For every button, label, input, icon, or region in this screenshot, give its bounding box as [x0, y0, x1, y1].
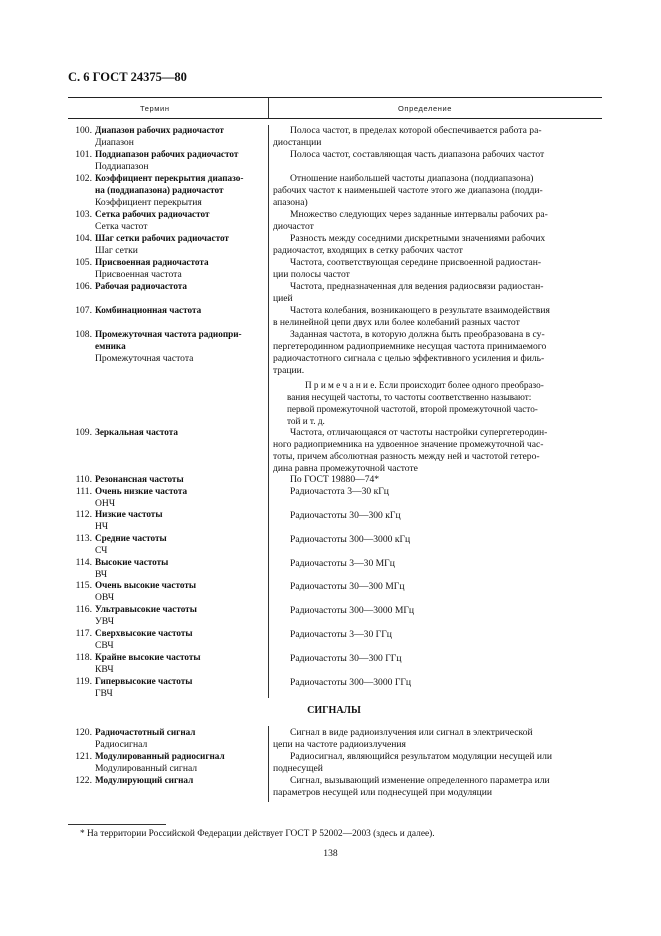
column-header-term: Термин — [140, 104, 170, 113]
note-text: Если происходит более одного преобразо- — [376, 380, 544, 390]
term-short: ГВЧ — [95, 688, 113, 699]
term-title: Гипервысокие частоты — [95, 676, 193, 686]
term-title: Очень высокие частоты — [95, 580, 197, 590]
definition-line: Радиочастоты 300—3000 кГц — [290, 534, 411, 545]
term-title: Шаг сетки рабочих радиочастот — [95, 233, 229, 243]
term-number: 114. — [75, 557, 92, 568]
term-title: Сверхвысокие частоты — [95, 628, 193, 638]
table-top-rule — [68, 97, 602, 98]
note-line — [305, 380, 544, 392]
note-line: вания несущей частоты, то частоты соответственно называют: — [287, 392, 532, 402]
page-number: 138 — [323, 848, 338, 859]
term-number: 121. — [75, 751, 92, 762]
definition-line: трации. — [273, 365, 305, 376]
term-short: Коэффициент перекрытия — [95, 197, 202, 208]
column-header-definition: Определение — [398, 104, 453, 113]
section-heading: СИГНАЛЫ — [307, 705, 361, 716]
definition-line: Радиочастоты 300—3000 МГц — [290, 605, 415, 616]
definition-line: ции полосы частот — [273, 269, 350, 280]
term-title: Очень низкие частота — [95, 486, 188, 496]
footnote: * На территории Российской Федерации действует ГОСТ Р 52002—2003 (здесь и далее). — [80, 829, 435, 839]
term-short: Шаг сетки — [95, 245, 138, 256]
term-short: КВЧ — [95, 664, 114, 675]
term-number: 118. — [75, 652, 92, 663]
definition-line: пергетеродинном радиоприемнике несущая частота принимаемого — [273, 341, 547, 352]
term-title: Комбинационная частота — [95, 305, 202, 315]
definition-line: По ГОСТ 19880—74* — [290, 474, 380, 485]
term-short: ОВЧ — [95, 592, 115, 603]
column-divider-main — [268, 125, 269, 698]
term-short: НЧ — [95, 521, 109, 532]
definition-line: рабочих частот к наименьшей частоте этого же диапазона (подди- — [273, 185, 543, 196]
term-title: Поддиапазон рабочих радиочастот — [95, 149, 239, 159]
term-title: Средние частоты — [95, 533, 167, 543]
definition-line: Сигнал в виде радиоизлучения или сигнал в электрической — [290, 727, 533, 738]
term-short: Присвоенная частота — [95, 269, 182, 280]
term-short: УВЧ — [95, 616, 114, 627]
definition-line: Радиочастоты 3—30 ГГц — [290, 629, 392, 640]
definition-line: Частота, отличающаяся от частоты настройки супергетеродин- — [290, 427, 548, 438]
note-line: первой промежуточной частотой, второй промежуточной часто- — [287, 404, 538, 414]
term-title: Модулирующий сигнал — [95, 775, 194, 785]
term-title: Зеркальная частота — [95, 427, 178, 437]
term-title: Сетка рабочих радиочастот — [95, 209, 210, 219]
note-lead: П р и м е ч а н и е. — [305, 380, 377, 390]
term-title: Диапазон рабочих радиочастот — [95, 125, 224, 135]
term-number: 105. — [75, 257, 92, 268]
definition-line: параметров несущей или поднесущей при модуляции — [273, 787, 492, 798]
definition-line: Радиочастоты 30—300 МГц — [290, 581, 405, 592]
definition-line: Частота, предназначенная для ведения радиосвязи радиостан- — [290, 281, 544, 292]
term-number: 112. — [75, 509, 92, 520]
term-short: ВЧ — [95, 569, 108, 580]
term-number: 111. — [75, 486, 92, 497]
term-title: Крайне высокие частоты — [95, 652, 201, 662]
term-title: Присвоенная радиочастота — [95, 257, 209, 267]
definition-line: диочастот — [273, 221, 314, 232]
definition-line: радиочастотного сигнала с целью эффективного усиления и филь- — [273, 353, 545, 364]
definition-line: Заданная частота, в которую должна быть преобразована в су- — [290, 329, 545, 340]
term-number: 101. — [75, 149, 92, 160]
term-number: 102. — [75, 173, 92, 184]
term-short: Поддиапазон — [95, 161, 149, 172]
term-number: 103. — [75, 209, 92, 220]
definition-line: Отношение наибольшей частоты диапазона (поддиапазона) — [290, 173, 534, 184]
column-divider-signals — [268, 726, 269, 802]
term-title: Ультравысокие частоты — [95, 604, 197, 614]
page-header: С. 6 ГОСТ 24375—80 — [68, 70, 187, 84]
term-title-cont: на (поддиапазона) радиочастот — [95, 185, 224, 195]
definition-line: Разность между соседними дискретными значениями рабочих — [290, 233, 546, 244]
definition-line: дина равна промежуточной частоте — [273, 463, 418, 474]
definition-line: диостанции — [273, 137, 322, 148]
term-title: Промежуточная частота радиопри- — [95, 329, 242, 339]
definition-line: Частота, соответствующая середине присвоенной радиостан- — [290, 257, 542, 268]
term-number: 122. — [75, 775, 92, 786]
column-divider-header — [268, 98, 269, 118]
term-number: 104. — [75, 233, 92, 244]
term-short: Сетка частот — [95, 221, 148, 232]
term-title: Модулированный радиосигнал — [95, 751, 225, 761]
definition-line: Радиочастоты 30—300 кГц — [290, 510, 401, 521]
definition-line: тоты, причем абсолютная разность между ней и частотой гетеро- — [273, 451, 540, 462]
term-number: 109. — [75, 427, 92, 438]
term-title: Рабочая радиочастота — [95, 281, 188, 291]
term-number: 115. — [75, 580, 92, 591]
term-number: 107. — [75, 305, 92, 316]
term-short: СЧ — [95, 545, 108, 556]
term-number: 116. — [75, 604, 92, 615]
definition-line: Частота колебания, возникающего в результате взаимодействия — [290, 305, 550, 316]
definition-line: Множество следующих через заданные интервалы рабочих ра- — [290, 209, 548, 220]
term-number: 110. — [75, 474, 92, 485]
term-short: Диапазон — [95, 137, 134, 148]
term-number: 100. — [75, 125, 92, 136]
definition-line: цепи на частоте радиоизлучения — [273, 739, 406, 750]
term-number: 120. — [75, 727, 92, 738]
term-number: 113. — [75, 533, 92, 544]
term-short: ОНЧ — [95, 498, 116, 509]
definition-line: Радиочастота 3—30 кГц — [290, 486, 389, 497]
definition-line: радиочастот, входящих в сетку рабочих частот — [273, 245, 463, 256]
definition-line: апазона) — [273, 197, 308, 208]
definition-line: Радиочастоты 3—30 МГц — [290, 558, 395, 569]
definition-line: в нелинейной цепи двух или более колебаний разных частот — [273, 317, 520, 328]
term-title: Резонансная частоты — [95, 474, 184, 484]
term-number: 106. — [75, 281, 92, 292]
definition-line: Радиочастоты 300—3000 ГГц — [290, 677, 412, 688]
definition-line: Полоса частот, в пределах которой обеспечивается работа ра- — [290, 125, 542, 136]
term-short: Промежуточная частота — [95, 353, 194, 364]
definition-line: цией — [273, 293, 293, 304]
definition-line: Полоса частот, составляющая часть диапазона рабочих частот — [290, 149, 545, 160]
term-title: Низкие частоты — [95, 509, 163, 519]
term-short: Радиосигнал — [95, 739, 148, 750]
footnote-rule — [68, 824, 166, 825]
term-number: 119. — [75, 676, 92, 687]
term-title: Высокие частоты — [95, 557, 169, 567]
term-title-cont: емника — [95, 341, 126, 351]
note-line: той и т. д. — [287, 416, 325, 426]
term-short: Модулированный сигнал — [95, 763, 198, 774]
term-number: 117. — [75, 628, 92, 639]
definition-line: ного радиоприемника на удвоенное значение промежуточной час- — [273, 439, 544, 450]
definition-line: Радиосигнал, являющийся результатом модуляции несущей или — [290, 751, 552, 762]
term-title: Коэффициент перекрытия диапазо- — [95, 173, 244, 183]
table-header-rule — [68, 118, 602, 119]
term-number: 108. — [75, 329, 92, 340]
definition-line: Сигнал, вызывающий изменение определенного параметра или — [290, 775, 550, 786]
definition-line: Радиочастоты 30—300 ГГц — [290, 653, 402, 664]
definition-line: поднесущей — [273, 763, 323, 774]
term-short: СВЧ — [95, 640, 114, 651]
term-title: Радиочастотный сигнал — [95, 727, 196, 737]
